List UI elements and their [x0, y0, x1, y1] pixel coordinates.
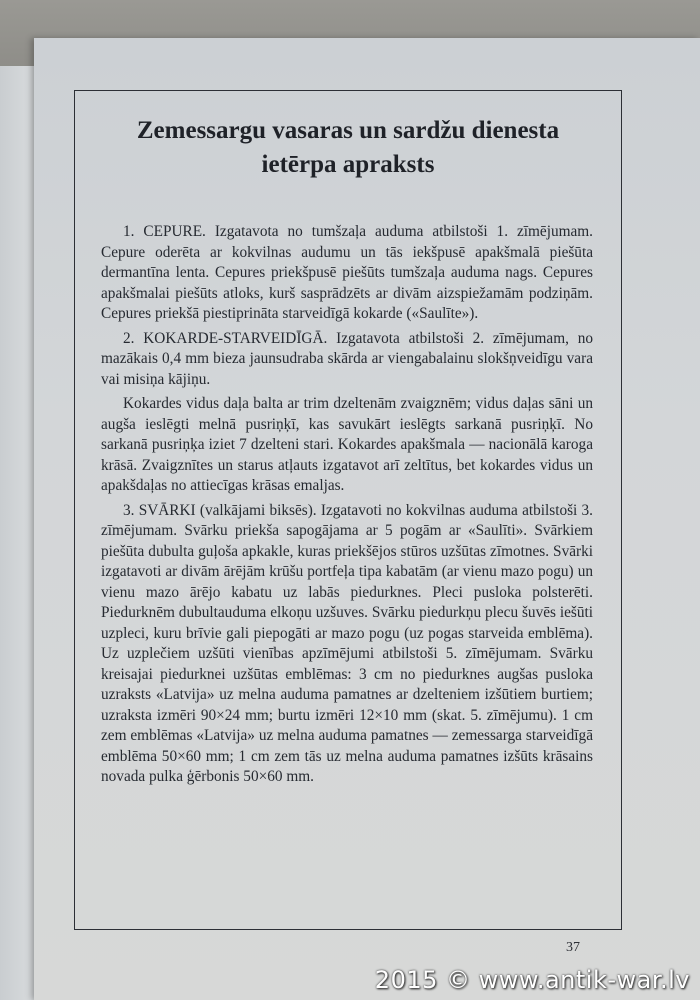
paragraph-kokarde-description: Kokardes vidus daļa balta ar trim dzeltenām zvaigznēm; vidus daļas sāni un augša ieslēgti melnā pusriņķī, kas savukārt ieslēgts sarkanā pusriņķī. No sarkanā pusriņķa iziet 7 dzelteni stari. Kokardes apakšmala — nacionālā karoga krāsā. Zvaigznītes un starus atļauts izgatavot arī zeltītus, bet kokardes vidus un apakšdaļas no attiecīgas krāsas emaljas.: [101, 395, 593, 494]
page-number: 37: [566, 940, 580, 955]
page-title-line-2: ietērpa apraksts: [261, 151, 435, 178]
page-title-line-1: Zemessargu vasaras un sardžu dienesta: [136, 117, 560, 144]
paragraph-cepure: 1. CEPURE. Izgatavota no tumšzaļa auduma atbilstoši 1. zīmējumam. Cepure oderēta ar kokvilnas audumu un tās iekšpusē apakšmalā piešūta dermantīna lenta. Cepures priekšpusē piešūts tumšzaļa auduma nags. Cepures apakšmalai piešūts atloks, kurš sasprādzēts ar divām aizspiežamām podziņām. Cepures priekšā piestiprināta starveidīgā kokarde («Saulīte»).: [101, 223, 593, 322]
page-title: [74, 114, 622, 182]
paragraph-kokarde: 2. KOKARDE-STARVEIDĪGĀ. Izgatavota atbilstoši 2. zīmējumam, no mazākais 0,4 mm bieza jaunsudraba skārda ar viengabalainu slokšņveidīgu vara vai misiņa kājiņu.: [101, 329, 593, 388]
body-text: [101, 222, 593, 792]
watermark: 2015 © www.antik-war.lv: [374, 966, 690, 994]
paragraph-svarki: 3. SVĀRKI (valkājami biksēs). Izgatavoti no kokvilnas auduma atbilstoši 3. zīmējumam. Svārku priekša sapogājama ar 5 pogām ar «Saulīti». Svārkiem piešūta dubulta guļoša apkakle, kuras priekšējos stūros uzšūtas zīmotnes. Svārki izgatavoti ar divām ārējām krūšu portfeļa tipa kabatām (ar vienu mazo pogu) un vienu mazo ārējo kabatu uz labās piedurknes. Pleci pusloka polsterēti. Piedurknēm dubultauduma elkoņu uzšuves. Svārku piedurkņu plecu šuvēs iešūti uzpleci, kuru brīvie gali piepogāti ar mazo pogu (uz pogas starveida emblēma). Uz uzplečiem uzšūti vienības apzīmējumi atbilstoši 5. zīmējumam. Svārku kreisajai piedurknei uzšūtas emblēmas: 3 cm no piedurknes augšas pusloka uzraksts «Latvija» uz melna auduma pamatnes ar dzelteniem izšūtiem burtiem; uzraksta izmēri 90×24 mm; burtu izmēri 12×10 mm (skat. 5. zīmējumu). 1 cm zem emblēmas «Latvija» uz melna auduma pamatnes — zemessarga starveidīgā emblēma 50×60 mm; 1 cm zem tās uz melna auduma pamatnes izšūts krāsains novada pulka ģērbonis 50×60 mm.: [101, 501, 593, 785]
